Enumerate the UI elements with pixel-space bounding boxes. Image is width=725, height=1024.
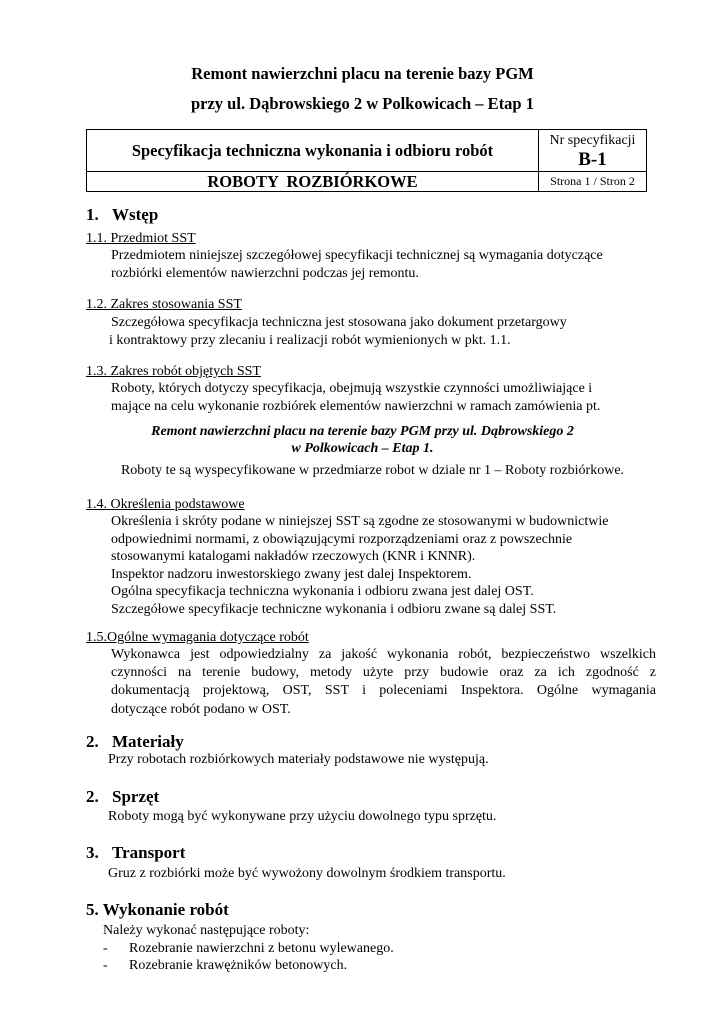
- spec-number-value: B-1: [578, 149, 607, 170]
- text-line: czynności na terenie budowy, metody użyte przy budowie oraz za ich zgodność z: [111, 665, 656, 681]
- project-name-line-1: Remont nawierzchni placu na terenie bazy PGM przy ul. Dąbrowskiego 2: [151, 424, 574, 439]
- section-3-number: 2.: [86, 787, 99, 806]
- spec-page-info: Strona 1 / Stron 2: [539, 172, 647, 192]
- list-item: [103, 957, 394, 975]
- subsection-1-5-text: [111, 646, 656, 719]
- text-line: Roboty, których dotyczy specyfikacja, obejmują wszystkie czynności umożliwiające i: [111, 381, 593, 396]
- list-item-text: Rozebranie nawierzchni z betonu wylewanego.: [129, 940, 394, 956]
- text-line: Przy robotach rozbiórkowych materiały podstawowe nie występują.: [108, 752, 489, 767]
- section-1-title: Wstęp: [112, 205, 159, 224]
- document-title-line-2: przy ul. Dąbrowskiego 2 w Polkowicach – Etap 1: [190, 94, 534, 113]
- subsection-1-4-heading: 1.4. Określenia podstawowe: [86, 497, 245, 512]
- text-line: odpowiednimi normami, z obowiązującymi rozporządzeniami oraz z powszechnie: [111, 531, 573, 547]
- subsection-1-4-text: [111, 513, 656, 618]
- text-line: Przedmiotem niniejszej szczegółowej specyfikacji technicznej są wymagania dotyczące: [111, 248, 603, 263]
- section-1-heading: [86, 205, 158, 225]
- subsection-1-3-note: Roboty te są wyspecyfikowane w przedmiarze robot w dziale nr 1 – Roboty rozbiórkowe.: [120, 463, 625, 478]
- subsection-1-3-heading: 1.3. Zakres robót objętych SST: [86, 364, 261, 379]
- text-line: Roboty mogą być wykonywane przy użyciu dowolnego typu sprzętu.: [108, 809, 497, 824]
- section-2-title: Materiały: [112, 732, 184, 751]
- text-line: Ogólna specyfikacja techniczna wykonania i odbioru zwana jest dalej OST.: [111, 584, 534, 599]
- subsection-1-1-text: [111, 247, 656, 282]
- text-line: Wykonawca jest odpowiedzialny za jakość wykonania robót, bezpieczeństwo wszelkich: [111, 647, 656, 662]
- project-name-line-2: w Polkowicach – Etap 1.: [291, 441, 434, 456]
- section-3-title: Sprzęt: [112, 787, 160, 806]
- section-2-number: 2.: [86, 732, 99, 751]
- spec-section-name-text: ROBOTY ROZBIÓRKOWE: [207, 171, 418, 191]
- section-4-heading: [86, 843, 185, 863]
- subsection-1-1-heading: 1.1. Przedmiot SST: [86, 231, 196, 246]
- text-line: Inspektor nadzoru inwestorskiego zwany jest dalej Inspektorem.: [111, 566, 472, 582]
- list-item-text: Rozebranie krawężników betonowych.: [129, 958, 348, 973]
- text-line: stosowanymi katalogami nakładów rzeczowych (KNR i KNNR).: [111, 549, 476, 564]
- text-line: mające na celu wykonanie rozbiórek elementów nawierzchni w ramach zamówienia pt.: [111, 398, 601, 414]
- specification-table: [86, 129, 647, 192]
- text-line: dotyczące robót podano w OST.: [111, 701, 291, 717]
- subsection-1-5-heading: 1.5.Ogólne wymagania dotyczące robót: [86, 630, 309, 645]
- subsection-1-2-heading: 1.2. Zakres stosowania SST: [86, 297, 242, 312]
- section-4-number: 3.: [86, 843, 99, 862]
- spec-section-name: [87, 172, 539, 192]
- section-1-number: 1.: [86, 205, 99, 224]
- subsection-1-3-text: [111, 380, 656, 415]
- text-line: Szczegółowe specyfikacje techniczne wykonania i odbioru zwane są dalej SST.: [111, 601, 557, 617]
- subsection-1-2-text: [111, 314, 656, 349]
- spec-number-cell: [539, 130, 647, 172]
- text-line: Gruz z rozbiórki może być wywożony dowolnym środkiem transportu.: [108, 866, 506, 881]
- text-line: Określenia i skróty podane w niniejszej SST są zgodne ze stosowanymi w budownictwie: [111, 514, 609, 529]
- spec-title: Specyfikacja techniczna wykonania i odbioru robót: [87, 130, 539, 172]
- section-5-list: [103, 922, 394, 975]
- list-item: [103, 940, 394, 958]
- section-4-text: [108, 865, 653, 883]
- text-line: rozbiórki elementów nawierzchni podczas jej remontu.: [111, 265, 419, 281]
- document-title-line-1: Remont nawierzchni placu na terenie bazy PGM: [191, 64, 534, 83]
- text-line: Szczegółowa specyfikacja techniczna jest stosowana jako dokument przetargowy: [111, 315, 567, 330]
- section-5-intro: Należy wykonać następujące roboty:: [103, 923, 310, 938]
- text-line: i kontraktowy przy zlecaniu i realizacji robót wymienionych w pkt. 1.1.: [109, 332, 511, 348]
- section-2-heading: [86, 732, 184, 752]
- bullet: -: [103, 940, 108, 956]
- section-3-text: [108, 808, 653, 826]
- spec-number-label: Nr specyfikacji: [549, 133, 636, 148]
- section-5-heading: 5. Wykonanie robót: [86, 900, 229, 919]
- section-2-text: [108, 751, 653, 769]
- bullet: -: [103, 958, 108, 973]
- section-3-heading: [86, 787, 159, 807]
- text-line: dokumentacją projektową, OST, SST i poleceniami Inspektora. Ogólne wymagania: [111, 683, 656, 699]
- section-4-title: Transport: [112, 843, 186, 862]
